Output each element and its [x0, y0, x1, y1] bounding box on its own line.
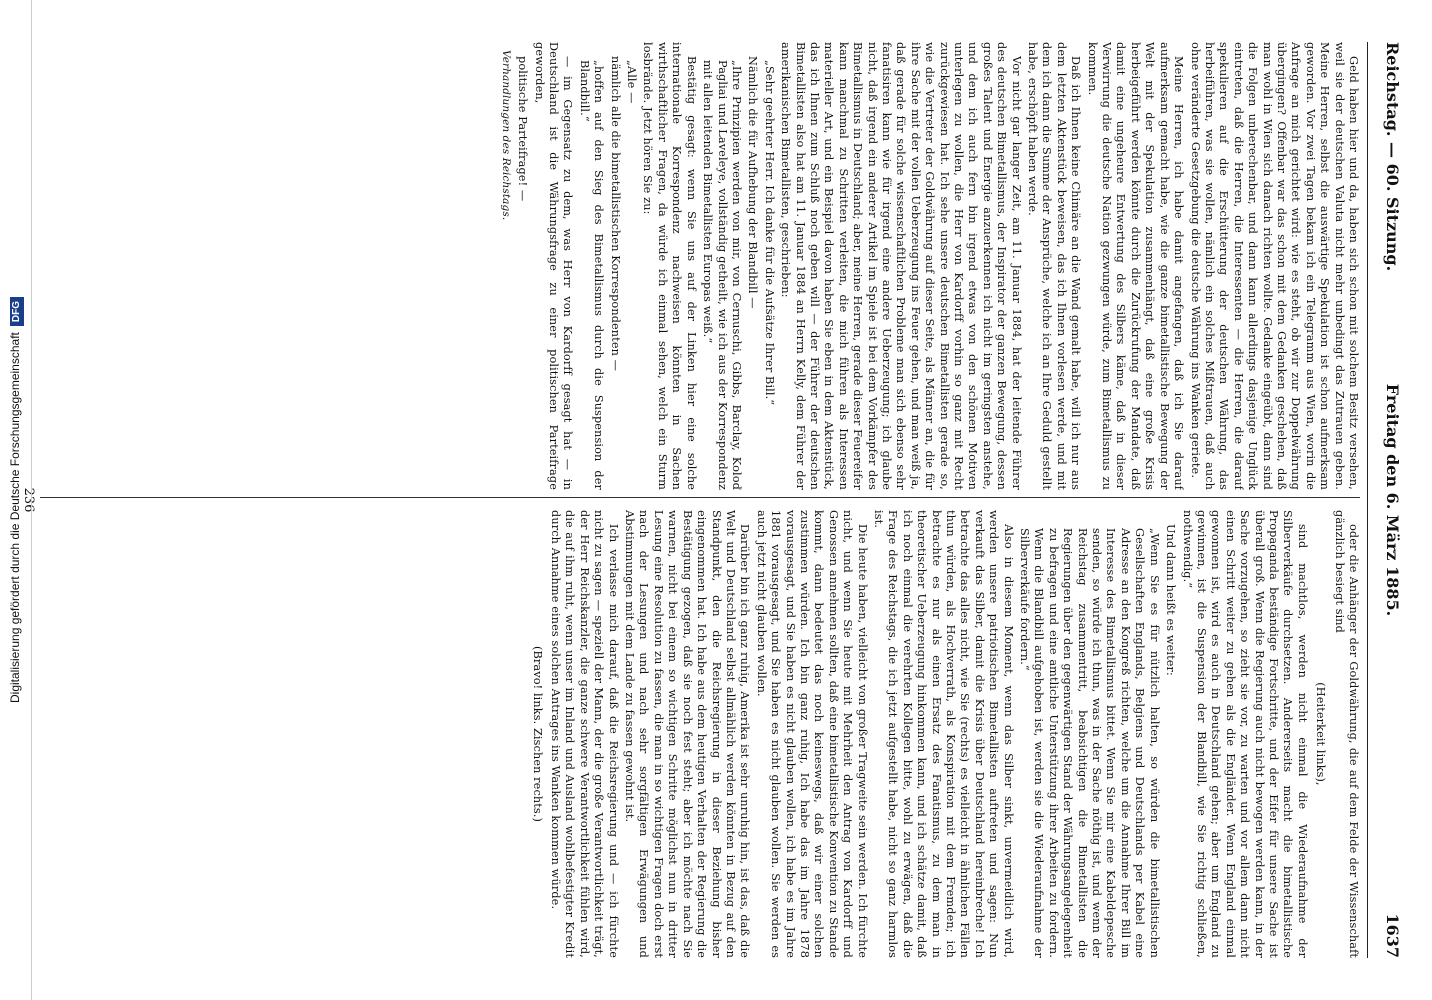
- interjection: (Bravo! links. Zischen rechts.): [530, 645, 544, 823]
- header-rule: [1367, 42, 1368, 958]
- left-column: [40, 42, 1360, 490]
- paragraph: Die heute haben, vielleicht von großer Tragweite sein werden. Ich fürchte nicht, und wenn Sie heute mit Mehrheit den Antrag von Kardorff und Genossen annehmen sollten, daß eine bimetallistische Konvention zu Stande kommt, dann bedeutet das noch keineswegs, daß wir einer solchen zustimmen würden. Ich bin ganz ruhig, Ich habe das im Jahre 1878 vorausgesagt, und Sie haben es nicht glauben wollen, ich habe es im Jahre 1881 vorausgesagt, und Sie haben es nicht glauben wollen. Sie werden es auch jetzt nicht glauben wollen.: [754, 510, 869, 958]
- paragraph: Geld haben hier und da, haben sich schon mit solchem Besitz versehen, weil sie der deutschen Valuta nicht mehr unbedingt das Zutrauen geben. Meine Herren, selbst die auswärtige Spekulation ist schon aufmerksam geworden. Vor zwei Tagen bekam ich ein Telegramm aus Wien, worin die Anfrage an mich gerichtet wird: wie es steht, ob wir zur Doppelwährung übergingen? Offenbar war das schon mit dem Gedanken geschehen, daß man wohl in Wien sich danach richten wollte. Gedanke eingeübt, dann sind die Folgen unberechenbar, und dann kann allerdings dasjenige Unglück eintreten, daß die Herren, die Interessenten — die Herren, die darauf spekulieren auf die Erschütterung der deutschen Währung, das herbeiführen, was sie wollen, nämlich ein solches Mißtrauen, daß auch ohne veränderte Gesetzgebung die deutsche Währung ins Wanken geriete.: [1188, 42, 1360, 490]
- credit-text-wrap: [4, 10, 26, 990]
- paragraph: Bestätig gesagt: wenn Sie uns auf der Linken hier eine solche internationale Korrespondenz nachweisen könnten in Sachen wirthschaftlicher Fragen, da würde ich einmal sehen, welch ein Sturm losbrände. Jetzt hören Sie zu:: [641, 42, 698, 490]
- credit-divider: [31, 0, 32, 1000]
- header-left: Reichstag. — 60. Sitzung.: [1383, 42, 1402, 272]
- interjection: (Heiterkeit links),: [1314, 682, 1328, 786]
- dfg-logo: DFG: [10, 297, 24, 326]
- credit-strip: [0, 0, 30, 1000]
- paragraph: Daß ich Ihnen keine Chimäre an die Wand gemalt habe, will ich nur aus dem letzten Aktenstück beweisen, das ich Ihnen vorlesen werde, und mit dem ich dann die Summe der Ansprüche, welche ich an Ihre Geduld gestellt habe, erschöpft haben werde.: [1026, 42, 1083, 490]
- paragraph: — im Gegensatz zu dem, was Herr von Kardorff gesagt hat — in Deutschland ist die Währungsfrage zu einer politischen Parteifrage geworden,: [532, 42, 575, 490]
- paragraph: nämlich alle die bimetallistischen Korrespondenten —: [608, 56, 622, 372]
- paragraph: oder die Anhänger der Goldwährung, die auf dem Felde der Wissenschaft gänzlich besiegt sind: [1332, 510, 1360, 958]
- footer-note: Verhandlungen des Reichstags.: [499, 50, 512, 221]
- paragraph: Vor nicht gar langer Zeit, am 11. Januar 1884, hat der leitende Führer des deutschen Bimetallismus, der Inspirator der ganzen Bewegung, dessen großes Talent und Energie anzuerkennen ich nicht im geringsten anstehe, und dem ich auch fern bin irgend etwas von den schönen Motiven unterlegen zu wollen, die Herr von Kardorff vorhin so ganz mit Recht zurückgewiesen hat. Ich sehe unsere deutschen Bimetallisten gerade so, wie die Vertreter der Goldwährung auf dieser Seite, als Männer an, die für ihre Sache mit der vollen Ueberzeugung ins Feuer gehen, und man weiß ja, daß gerade für solche wissenschaftlichen Probleme man sich ebenso sehr fanatisiren kann wie für irgend eine andere Ueberzeugung; ich glaube nicht, daß irgend ein anderer Artikel im Spiele ist bei dem Vorkämpfer des Bimetallismus in Deutschland; aber, meine Herren, gerade dieser Feuereifer kann manchmal zu Schritten verleiten, die mich führen als Interessen materieller Art, und ein Beispiel davon haben Sie eben in dem Aktenstück, das ich Ihnen zum Schluß noch geben will — der Führer der deutschen Bimetallisten also hat am 11. Januar 1884 an Herrn Kelly, dem Führer der amerikanischen Bimetallisten, geschrieben:: [779, 42, 1023, 490]
- running-header: [1370, 42, 1410, 958]
- quotation: „Wenn Sie es für nützlich halten, so würden die bimetallistischen Gesellschaften Englands, Belgiens und Deutschlands per Kabel eine Adresse an den Kongreß richten, welche um die Annahme Ihrer Bill im Interesse des Bimetallismus bittet. Wenn Sie mir eine Kabeldepesche senden, so würde ich thun, was in der Sache nöthig ist, und wenn der Reichstag zusammentritt, beabsichtigen die Bimetallisten die Regierungen über den gegenwärtigen Stand der Währungsangelegenheit zu befragen und eine amtliche Unterstützung ihrer Arbeiten zu fordern. Wenn die Blandbill aufgehoben ist, werden sie die Wiederaufnahme der Silberverkäufe fordern.“: [1018, 528, 1161, 958]
- paragraph: Und dann heißt es weiter:: [1164, 524, 1178, 676]
- paragraph: politische Parteifrage! —: [516, 56, 530, 202]
- paragraph: Ich verlasse mich darauf, daß die Reichsregierung und — ich fürchte nicht zu sagen — speziell der Mann, der die große Verantwortlichkeit trägt, der Herr Reichskanzler, die ganze schwere Verantwortlichkeit fühlen wird, die auf ihm ruht, wenn unser im Inland und Ausland wohlbefestigter Kredit durch Annahme eines solchen Antrages ins Wanken kommen würde.: [549, 510, 620, 958]
- footer-page-number: 236: [21, 487, 36, 513]
- quotation: „hoffen auf den Sieg des Bimetallismus durch die Suspension der Blandbill.“: [577, 60, 606, 490]
- header-date: Freitag den 6. März 1885.: [1383, 383, 1402, 617]
- paragraph: Darüber bin ich ganz ruhig, Amerika ist sehr unruhig hin, ist das, daß die Welt und Deutschland selbst allmählich werden könnten in Bezug auf den Standpunkt, den die Reichsregierung in dieser Beziehung bisher eingenommen hat. Ich habe aus dem heutigen Verhalten der Regierung die Bestätigung gezogen, daß sie noch fest steht; aber ich möchte nach Sie warnen, nicht bei einem so wichtigen Schritte möglichst nun in dritter Lesung eine Resolution zu fassen, die man in so wichtigen Fragen doch erst nach der Lesungen und nach sehr sorgfältigen Erwägungen und Abstimmungen mit dem Lande zu fassen gewohnt ist.: [623, 510, 752, 958]
- header-page-number: 1637: [1383, 913, 1402, 958]
- column-divider: [40, 497, 1360, 498]
- paragraph: Also in diesem Moment, wenn das Silber sinkt, unvermeidlich wird, werden unsere patriotischen Bimetallisten auftreten und sagen: Nun verkauft das Silber, damit die Krisis über Deutschland hereinbreche! Ich betrachte das alles nicht, wie Sie (rechts) es vielleicht in ähnlichen Fällen thun würden, als Hochverrath, als Konspiration mit dem Fremden; ich betrachte es nur als einen Ersatz des Fanatismus, zu dem man in theoretischer Ueberzeugung hinkommen kann, und ich schätze damit, daß ich noch einmal die verehrten Kollegen bitte, wohl zu erwägen, daß die Frage des Reichstags, die ich jetzt aufgestellt habe, nicht so ganz harmlos ist.: [872, 510, 1015, 958]
- quotation: „Alle —: [625, 60, 639, 104]
- right-column: [40, 510, 1360, 958]
- paragraph: sind machtlos, werden nicht einmal die Wiederaufnahme der Silberverkäufe durchsetzen. Andererseits macht die bimetallistische Propaganda beständige Fortschritte, und der Eifer für unsere Sache ist überall groß. Wenn die Regierung auch nicht bewogen werden kann, in der Sache vorzugehen, so zieht sie vor, zu warten und vor allem dann nicht einen Schritt weiter zu gehen als die Engländer. Wenn England einmal gewonnen ist, wird es auch in Deutschland gehen; aber um England zu gewinnen, ist die Suspension der Blandbill, wie Sie richtig schließen, nothwendig.“: [1180, 510, 1309, 958]
- quotation: „Sehr geehrter Herr. Ich danke für die Aufsätze Ihrer Bill.“: [762, 60, 776, 406]
- credit-text: Digitalisierung gefördert durch die Deutsche Forschungsgemeinschaft: [8, 332, 22, 703]
- quotation: „Ihre Prinzipien werden von mir, von Cernuschi, Gibbs, Barclay, Koloď Pagliai und Laveleye, vollständig getheilt, wie ich aus der Korrespondenz mit allen leitenden Bimetallisten Europas weiß.“: [701, 60, 743, 490]
- paragraph: Meine Herren, ich habe damit angefangen, daß ich Sie darauf aufmerksam gemacht habe, wie die ganze bimetallistische Bewegung der Welt mit der Spekulation zusammenhängt, daß eine große Krisis herbeigeführt werden könnte durch die Zurückrufung der Mandate, daß damit eine ungeheure Entwertung des Silbers käme, daß in dieser Verwirrung die deutsche Nation gezwungen würde, zum Bimetallismus zu kommen.: [1085, 42, 1186, 490]
- paragraph: Nämlich die für Aufhebung der Blandbill —: [746, 56, 760, 309]
